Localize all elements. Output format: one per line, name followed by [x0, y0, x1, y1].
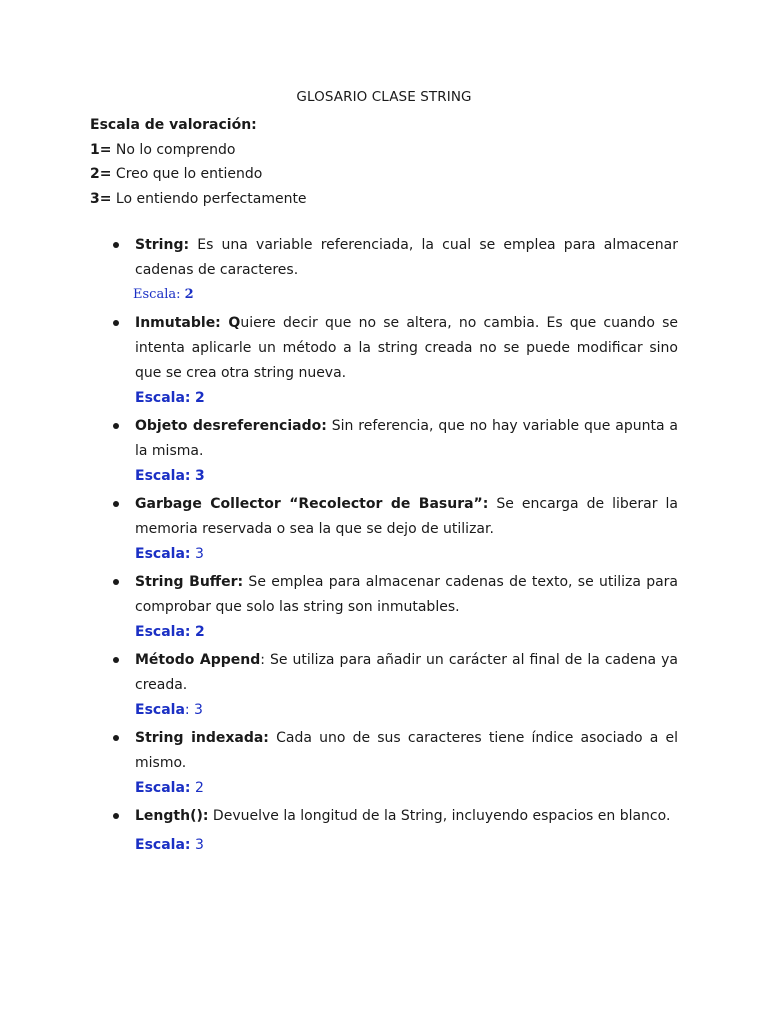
bullet-icon	[113, 813, 119, 819]
rating-label: Escala:	[135, 390, 191, 406]
glossary-item	[0, 311, 678, 410]
rating-value: 2	[194, 390, 205, 406]
rating-value: 2	[184, 287, 194, 302]
glossary-entry-text	[135, 414, 678, 464]
glossary-term: String Buffer:	[135, 574, 244, 590]
glossary-entry-text	[135, 570, 678, 620]
item-rating	[135, 542, 678, 566]
glossary-definition: Devuelve la longitud de la String, incluyendo espacios en blanco.	[208, 808, 671, 824]
item-rating	[135, 698, 678, 722]
rating-value: 3	[194, 546, 204, 562]
glossary-definition: Sin referencia, que no hay variable que apunta a la misma.	[135, 418, 678, 459]
glossary-entry-text	[135, 726, 678, 776]
glossary-item	[0, 570, 678, 644]
bullet-icon	[113, 501, 119, 507]
rating-scale-level	[90, 138, 307, 163]
bullet-icon	[113, 320, 119, 326]
scale-level-key: 1=	[90, 141, 112, 158]
glossary-term: Método Append	[135, 652, 261, 668]
bullet-icon	[113, 242, 119, 248]
glossary-definition: Cada uno de sus caracteres tiene índice asociado a el mismo.	[135, 730, 679, 771]
rating-label: Escala:	[135, 546, 191, 562]
rating-value: 2	[190, 780, 204, 796]
rating-scale-level	[90, 162, 307, 187]
rating-label: Escala:	[135, 780, 191, 796]
scale-level-key: 3=	[90, 190, 112, 207]
glossary-item	[0, 648, 678, 722]
item-rating	[133, 283, 678, 307]
rating-scale-heading: Escala de valoración:	[90, 117, 257, 133]
glossary-entry-text	[135, 233, 678, 283]
glossary-term: Objeto desreferenciado:	[135, 418, 327, 434]
rating-label: Escala:	[135, 624, 191, 640]
glossary-item	[0, 233, 678, 307]
glossary-list	[0, 233, 768, 861]
glossary-definition: Es una variable referenciada, la cual se emplea para almacenar cadenas de caracteres.	[135, 237, 678, 278]
glossary-term: String indexada:	[135, 730, 269, 746]
bullet-icon	[113, 423, 119, 429]
rating-scale	[90, 113, 307, 211]
glossary-item	[0, 804, 678, 857]
scale-level-text: Lo entiendo perfectamente	[111, 190, 307, 207]
glossary-entry-text	[135, 311, 678, 386]
rating-label: Escala	[135, 702, 185, 718]
rating-value: 3	[194, 468, 205, 484]
scale-level-text: Creo que lo entiendo	[111, 166, 263, 182]
scale-level-key: 2=	[90, 166, 112, 182]
glossary-term: Length():	[135, 808, 209, 824]
item-rating	[135, 386, 678, 410]
rating-label: Escala:	[135, 837, 191, 853]
item-rating	[135, 620, 678, 644]
rating-label: Escala:	[133, 287, 181, 302]
glossary-entry-text	[135, 648, 678, 698]
glossary-item	[0, 726, 678, 800]
bullet-icon	[113, 579, 119, 585]
glossary-entry-text	[135, 804, 678, 829]
glossary-item	[0, 414, 678, 488]
glossary-term: String:	[135, 237, 190, 253]
glossary-item	[0, 492, 678, 566]
rating-value: 3	[190, 837, 204, 853]
item-rating	[135, 464, 678, 488]
bullet-icon	[113, 657, 119, 663]
glossary-definition: Se encarga de liberar la memoria reservada o sea la que se dejo de utilizar.	[135, 496, 678, 537]
scale-level-text: No lo comprendo	[111, 141, 236, 158]
document-title: GLOSARIO CLASE STRING	[296, 89, 472, 105]
bullet-icon	[113, 735, 119, 741]
glossary-definition: uiere decir que no se altera, no cambia. Es que cuando se intenta aplicarle un método a la string creada no se puede modificar sino que se crea otra string nueva.	[135, 315, 678, 381]
glossary-definition: Se emplea para almacenar cadenas de texto, se utiliza para comprobar que solo las string son inmutables.	[135, 574, 678, 615]
glossary-term: Garbage Collector “Recolector de Basura”:	[135, 496, 489, 512]
rating-value: : 3	[184, 702, 203, 718]
glossary-term: Inmutable: Q	[135, 315, 241, 331]
rating-value: 2	[194, 624, 205, 640]
glossary-definition: : Se utiliza para añadir un carácter al final de la cadena ya creada.	[135, 652, 678, 693]
rating-scale-level	[90, 187, 307, 212]
rating-label: Escala:	[135, 468, 191, 484]
item-rating	[135, 776, 678, 800]
item-rating	[135, 833, 678, 857]
glossary-entry-text	[135, 492, 678, 542]
